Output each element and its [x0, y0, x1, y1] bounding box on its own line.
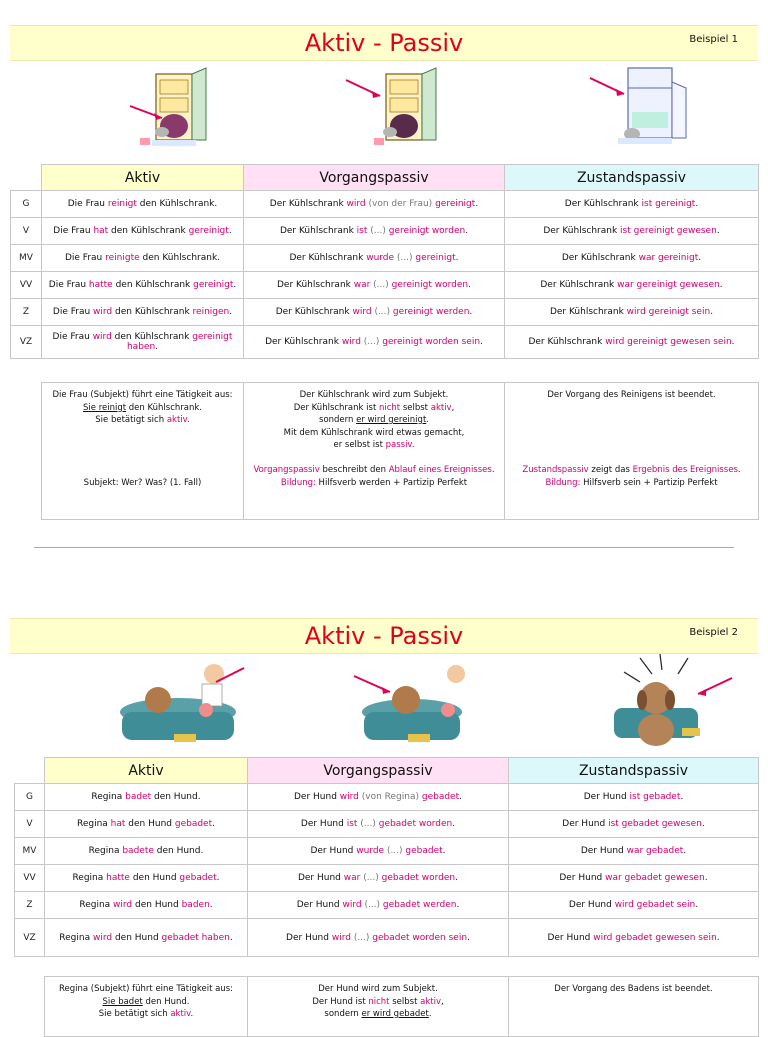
text-segment: (von Regina): [358, 792, 422, 802]
text-segment: Der Hund: [559, 873, 606, 883]
text-segment: Zustandspassiv: [522, 465, 589, 475]
text-segment: gebadet: [179, 873, 217, 883]
text-segment: den Kühlschrank.: [126, 402, 202, 413]
text-segment: .: [155, 342, 159, 352]
text-segment: hatte: [88, 280, 113, 290]
text-segment: Die Frau: [48, 280, 89, 290]
text-segment: ist gebadet: [629, 792, 681, 802]
tense-label: Z: [15, 892, 45, 919]
text-segment: Ergebnis des Ereignisses: [632, 465, 738, 475]
text-segment: .: [212, 819, 215, 829]
explanation-line: [252, 1008, 504, 1021]
text-segment: .: [468, 280, 471, 290]
text-segment: wurde: [366, 253, 395, 263]
header-vorgangspassiv: Vorgangspassiv: [244, 165, 505, 191]
text-segment: .: [216, 873, 220, 883]
text-segment: (...): [360, 873, 382, 883]
text-segment: Der Hund: [580, 846, 627, 856]
cell-aktiv: [45, 811, 248, 838]
text-segment: Der Kühlschrank: [543, 226, 621, 236]
text-segment: (von der Frau): [365, 199, 436, 209]
text-segment: .: [209, 900, 213, 910]
cell-zustand: [509, 838, 759, 865]
text-segment: den Kühlschrank: [111, 332, 193, 342]
text-segment: .: [411, 440, 415, 450]
text-segment: wird gebadet gewesen sein: [593, 932, 717, 943]
text-segment: .: [469, 307, 473, 317]
text-segment: .: [442, 846, 446, 856]
text-segment: passiv: [385, 440, 412, 450]
cell-zustand: [509, 811, 759, 838]
text-segment: gebadet werden: [382, 900, 457, 910]
text-segment: Hilfsverb werden + Partizip Perfekt: [315, 477, 468, 488]
text-segment: baden: [181, 900, 210, 910]
text-segment: den Kühlschrank.: [136, 199, 218, 209]
text-segment: den Hund: [112, 932, 162, 943]
explanation-vorgangspassiv: [248, 977, 509, 1037]
text-segment: .: [229, 932, 233, 943]
text-segment: gebadet worden: [378, 819, 453, 829]
text-segment: (...): [361, 900, 383, 910]
text-segment: Der Hund: [562, 819, 609, 829]
text-segment: Der Hund wird zum Subjekt.: [318, 984, 438, 994]
text-segment: Die Frau: [53, 226, 94, 236]
text-segment: Bildung:: [545, 477, 581, 488]
text-segment: Der Vorgang des Badens ist beendet.: [554, 984, 713, 994]
text-segment: war: [353, 280, 371, 290]
explanation-table: [44, 976, 759, 1037]
text-segment: aktiv: [430, 402, 452, 413]
text-segment: Der Vorgang des Reinigens ist beendet.: [547, 390, 716, 400]
cell-zustand: [509, 919, 759, 957]
text-segment: ,: [451, 402, 455, 413]
text-segment: Der Kühlschrank: [561, 253, 639, 263]
text-segment: gereinigt: [435, 199, 476, 209]
text-segment: Der Hund ist: [312, 996, 369, 1007]
text-segment: nicht: [378, 402, 401, 413]
text-segment: den Hund: [129, 873, 180, 883]
text-segment: .: [475, 199, 479, 209]
text-segment: Die Frau: [64, 253, 106, 263]
cell-zustand: [509, 784, 759, 811]
example-tag: Beispiel 2: [689, 627, 738, 638]
text-segment: zeigt das: [588, 465, 633, 475]
example-tag: Beispiel 1: [689, 34, 738, 45]
cell-vorgang: [248, 865, 509, 892]
text-segment: (...): [370, 280, 392, 290]
tense-label: MV: [11, 245, 42, 272]
tense-label: VV: [15, 865, 45, 892]
text-segment: Die Frau: [52, 332, 93, 342]
text-segment: .: [719, 280, 723, 290]
text-segment: wird: [93, 307, 113, 317]
text-segment: Sie betätigt sich: [98, 1009, 171, 1019]
text-segment: wird: [113, 900, 133, 910]
table-row: [15, 784, 759, 811]
text-segment: gebadet haben: [161, 932, 230, 943]
text-segment: den Hund.: [142, 996, 190, 1007]
text-segment: Der Hund: [300, 819, 347, 829]
table-row: [15, 838, 759, 865]
table-row: [15, 811, 759, 838]
text-segment: badet: [125, 792, 152, 802]
text-segment: .: [480, 337, 483, 347]
text-segment: .: [428, 1009, 432, 1019]
text-segment: (...): [371, 307, 393, 317]
text-segment: Der Kühlschrank: [289, 253, 367, 263]
cell-vorgang: [248, 892, 509, 919]
text-segment: .: [426, 415, 429, 425]
text-segment: Der Hund: [286, 932, 332, 943]
text-segment: wird: [339, 792, 359, 802]
text-segment: gereinigt worden sein: [382, 337, 481, 347]
text-segment: ist: [356, 226, 368, 236]
header-vorgangspassiv: Vorgangspassiv: [248, 758, 509, 784]
text-segment: Regina: [91, 792, 126, 802]
cell-aktiv: [45, 892, 248, 919]
text-segment: ist: [346, 819, 358, 829]
tense-label: Z: [11, 299, 42, 326]
tense-label: G: [15, 784, 45, 811]
explanation-line: [513, 983, 754, 996]
text-segment: Regina: [79, 900, 114, 910]
text-segment: Der Hund: [293, 792, 340, 802]
table-row: [15, 919, 759, 957]
explanation-line: [49, 983, 243, 996]
text-segment: (...): [384, 846, 406, 856]
explanation-line: [252, 983, 504, 996]
text-segment: .: [452, 819, 456, 829]
text-segment: Der Hund: [296, 900, 343, 910]
tense-label: G: [11, 191, 42, 218]
text-segment: Hilfsverb sein + Partizip Perfekt: [580, 477, 718, 488]
text-segment: aktiv: [166, 415, 188, 425]
cell-aktiv: [45, 919, 248, 957]
text-segment: ist gebadet gewesen: [608, 819, 702, 829]
text-segment: sondern: [319, 415, 357, 425]
text-segment: .: [683, 846, 687, 856]
dog-in-bath-illustration: [350, 660, 470, 750]
table-row: [15, 892, 759, 919]
text-segment: war: [343, 873, 361, 883]
text-segment: .: [233, 280, 237, 290]
text-segment: wird gereinigt sein: [626, 307, 711, 317]
text-segment: Die Frau: [67, 199, 108, 209]
page-title: Aktiv - Passiv: [304, 29, 464, 57]
tense-label: V: [11, 218, 42, 245]
text-segment: den Hund: [132, 900, 182, 910]
text-segment: (...): [350, 932, 373, 943]
text-segment: Der Hund: [568, 900, 615, 910]
text-segment: gereinigt: [188, 226, 229, 236]
text-segment: .: [455, 873, 459, 883]
tense-label: VZ: [11, 326, 42, 359]
cell-aktiv: [45, 838, 248, 865]
text-segment: (...): [367, 226, 389, 236]
text-segment: gereinigt: [193, 280, 234, 290]
text-segment: reinigt: [107, 199, 137, 209]
text-segment: .: [467, 932, 470, 943]
text-segment: .: [701, 819, 705, 829]
text-segment: Vorgangspassiv: [253, 465, 320, 475]
text-segment: Der Hund: [310, 846, 357, 856]
text-segment: selbst: [400, 402, 431, 413]
text-segment: Sie badet: [102, 996, 143, 1007]
text-segment: gereinigt worden: [388, 226, 466, 236]
text-segment: den Kühlschrank: [108, 226, 189, 236]
text-segment: reinigen: [192, 307, 230, 317]
explanation-aktiv: [45, 977, 248, 1037]
page-title: Aktiv - Passiv: [304, 622, 464, 650]
text-segment: .: [456, 900, 460, 910]
text-segment: Ablauf eines Ereignisses: [388, 465, 492, 475]
text-segment: ist gereinigt gewesen: [620, 226, 717, 236]
text-segment: er wird gereinigt: [356, 415, 427, 425]
text-segment: Sie betätigt sich: [95, 415, 167, 425]
text-segment: wird: [92, 332, 112, 342]
table-row: [15, 865, 759, 892]
girl-bathing-dog-illustration: [116, 660, 256, 750]
text-segment: Der Hund: [583, 792, 630, 802]
text-segment: .: [731, 337, 735, 347]
text-segment: Der Hund: [547, 932, 594, 943]
cell-aktiv: [45, 865, 248, 892]
text-segment: war gereinigt: [638, 253, 699, 263]
text-segment: .: [228, 226, 232, 236]
text-segment: .: [710, 307, 714, 317]
text-segment: war gebadet gewesen: [605, 873, 705, 883]
text-segment: Regina: [59, 932, 93, 943]
clean-dog-illustration: [600, 654, 740, 750]
text-segment: Der Hund: [297, 873, 344, 883]
header-zustandspassiv: Zustandspassiv: [505, 165, 759, 191]
text-segment: hatte: [106, 873, 130, 883]
text-segment: gebadet worden: [381, 873, 456, 883]
explanation-line: [252, 996, 504, 1009]
text-segment: Der Kühlschrank: [279, 226, 357, 236]
text-segment: selbst: [389, 996, 421, 1007]
text-segment: ,: [440, 996, 444, 1007]
text-segment: gebadet: [421, 792, 460, 802]
text-segment: hat: [110, 819, 126, 829]
text-segment: war gebadet: [626, 846, 684, 856]
text-segment: gereinigt worden: [391, 280, 469, 290]
text-segment: Der Kühlschrank wird zum Subjekt.: [299, 390, 449, 400]
text-segment: den Hund.: [151, 792, 201, 802]
text-segment: (...): [360, 337, 383, 347]
text-segment: .: [680, 792, 684, 802]
text-segment: Der Kühlschrank: [528, 337, 606, 347]
text-segment: Der Kühlschrank: [265, 337, 342, 347]
text-segment: sondern: [324, 1009, 362, 1019]
text-segment: Bildung:: [280, 477, 316, 488]
text-segment: badete: [122, 846, 154, 856]
text-segment: er selbst ist: [333, 440, 386, 450]
text-segment: wird: [352, 307, 372, 317]
text-segment: .: [695, 900, 699, 910]
text-segment: war gereinigt gewesen: [617, 280, 720, 290]
text-segment: er wird gebadet: [361, 1009, 429, 1019]
text-segment: Der Kühlschrank: [275, 307, 353, 317]
cell-zustand: [509, 865, 759, 892]
text-segment: .: [455, 253, 459, 263]
text-segment: (...): [394, 253, 416, 263]
text-segment: ist gereinigt: [641, 199, 696, 209]
text-segment: Regina: [72, 873, 107, 883]
text-segment: .: [229, 307, 233, 317]
explanation-line: [49, 1008, 243, 1021]
cell-vorgang: [248, 919, 509, 957]
text-segment: wurde: [356, 846, 385, 856]
cell-vorgang: [248, 811, 509, 838]
text-segment: Der Kühlschrank: [549, 307, 627, 317]
text-segment: .: [716, 226, 720, 236]
text-segment: gereinigt: [415, 253, 456, 263]
text-segment: den Kühlschrank: [112, 280, 194, 290]
text-segment: den Hund: [125, 819, 175, 829]
title-banner: [10, 618, 758, 654]
text-segment: gebadet: [174, 819, 213, 829]
text-segment: Der Kühlschrank: [564, 199, 642, 209]
text-segment: Die Frau: [52, 307, 94, 317]
text-segment: wird: [346, 199, 366, 209]
text-segment: wird: [341, 337, 361, 347]
text-segment: .: [695, 199, 699, 209]
text-segment: nicht: [368, 996, 390, 1007]
text-segment: Der Kühlschrank: [269, 199, 347, 209]
text-segment: (...): [357, 819, 379, 829]
text-segment: den Hund.: [153, 846, 204, 856]
tense-label: V: [15, 811, 45, 838]
text-segment: Subjekt: Wer? Was? (1. Fall): [83, 477, 202, 488]
text-segment: .: [465, 226, 469, 236]
text-segment: wird: [342, 900, 362, 910]
explanation-zustandspassiv: [509, 977, 759, 1037]
cell-vorgang: [248, 838, 509, 865]
text-segment: reinigte: [105, 253, 140, 263]
text-segment: wird: [331, 932, 351, 943]
cell-vorgang: [248, 784, 509, 811]
header-zustandspassiv: Zustandspassiv: [509, 758, 759, 784]
text-segment: .: [716, 932, 720, 943]
text-segment: den Kühlschrank: [112, 307, 193, 317]
text-segment: Der Kühlschrank: [277, 280, 354, 290]
text-segment: .: [190, 1009, 194, 1019]
text-segment: aktiv: [170, 1009, 191, 1019]
text-segment: Der Kühlschrank ist: [293, 402, 379, 413]
text-segment: gereinigt werden: [392, 307, 470, 317]
text-segment: .: [737, 465, 741, 475]
header-aktiv: Aktiv: [42, 165, 244, 191]
text-segment: Die Frau (Subjekt) führt eine Tätigkeit aus:: [52, 390, 233, 400]
text-segment: beschreibt den: [319, 465, 389, 475]
text-segment: gebadet: [405, 846, 443, 856]
text-segment: gereinigt haben: [126, 332, 233, 352]
text-segment: Mit dem Kühlschrank wird etwas gemacht,: [283, 427, 465, 438]
tense-label: VV: [11, 272, 42, 299]
cell-aktiv: [45, 784, 248, 811]
text-segment: Der Kühlschrank: [540, 280, 618, 290]
text-segment: .: [491, 465, 495, 475]
conjugation-table: [14, 757, 759, 957]
tense-label: MV: [15, 838, 45, 865]
text-segment: Regina: [88, 846, 123, 856]
tense-label: VZ: [15, 919, 45, 957]
text-segment: .: [459, 792, 462, 802]
text-segment: gebadet worden sein: [372, 932, 468, 943]
text-segment: wird gereinigt gewesen sein: [605, 337, 732, 347]
text-segment: hat: [93, 226, 109, 236]
text-segment: den Kühlschrank.: [139, 253, 221, 263]
explanation-line: [49, 996, 243, 1009]
text-segment: wird: [92, 932, 113, 943]
text-segment: Regina (Subjekt) führt eine Tätigkeit aus:: [58, 984, 233, 994]
text-segment: .: [698, 253, 702, 263]
text-segment: .: [187, 415, 190, 425]
text-segment: wird gebadet sein: [614, 900, 696, 910]
text-segment: Sie reinigt: [83, 402, 127, 413]
text-segment: .: [704, 873, 708, 883]
text-segment: aktiv: [420, 996, 441, 1007]
text-segment: Regina: [76, 819, 111, 829]
cell-zustand: [509, 892, 759, 919]
header-aktiv: Aktiv: [45, 758, 248, 784]
